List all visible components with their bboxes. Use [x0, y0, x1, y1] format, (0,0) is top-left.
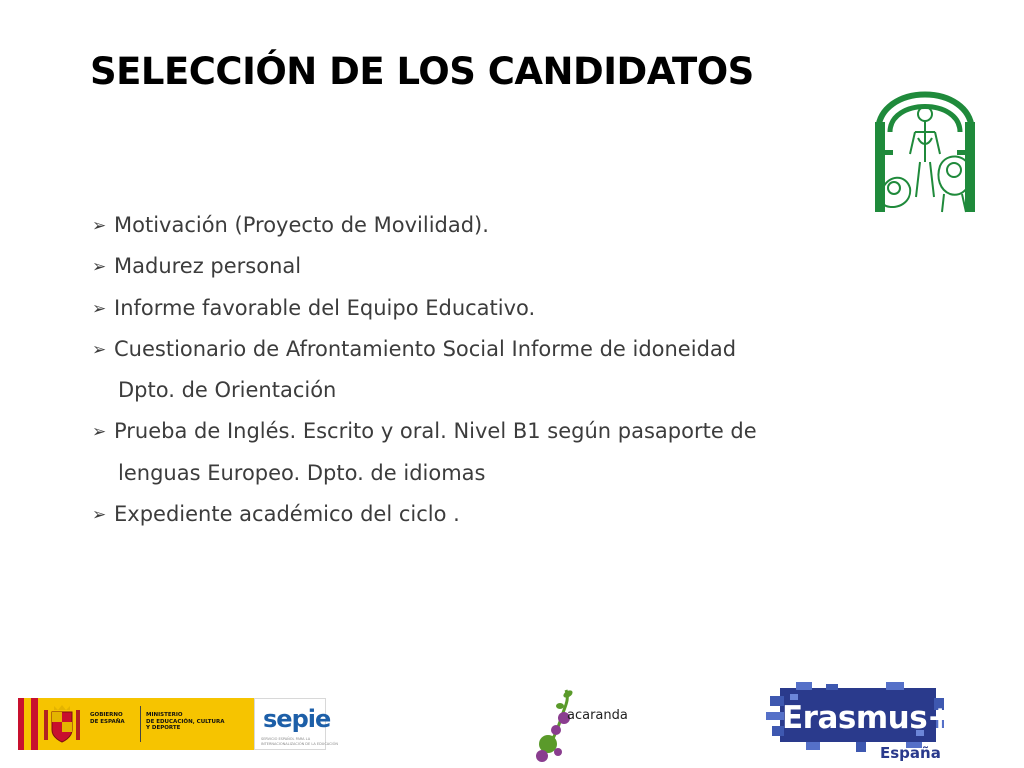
arrow-bullet-icon: ➢ [92, 505, 107, 526]
arrow-bullet-icon: ➢ [92, 257, 107, 278]
list-item: ➢ Expediente académico del ciclo . [92, 494, 852, 535]
jacaranda-label: acaranda [567, 708, 628, 723]
jacaranda-logo [528, 686, 648, 766]
erasmus-wordmark: Erasmus+ [782, 700, 953, 736]
list-item: ➢ Madurez personal [92, 246, 852, 287]
sepie-wordmark: sepie [263, 705, 331, 733]
arrow-bullet-icon: ➢ [92, 298, 107, 319]
spain-coat-of-arms-icon [42, 702, 82, 746]
andalucia-emblem-logo [870, 62, 980, 222]
divider [140, 706, 141, 742]
list-item: ➢ Informe favorable del Equipo Educativo. [92, 288, 852, 329]
arrow-bullet-icon: ➢ [92, 216, 107, 236]
arrow-bullet-icon: ➢ [92, 422, 107, 443]
list-item: ➢ Prueba de Inglés. Escrito y oral. Nivel B1 según pasaporte de [92, 411, 852, 452]
sepie-logo [254, 698, 338, 750]
gobierno-label: GOBIERNO DE ESPAÑA [90, 712, 125, 725]
gobierno-espana-sepie-logo [18, 698, 338, 750]
list-item-continuation: Dpto. de Orientación [118, 378, 337, 403]
list-item: ➢ Cuestionario de Afrontamiento Social Informe de idoneidad [92, 329, 852, 370]
criteria-list [92, 205, 852, 535]
sepie-subtitle: SERVICIO ESPAÑOL PARA LA INTERNACIONALIZACIÓN DE LA EDUCACIÓN [261, 737, 338, 746]
slide-title: SELECCIÓN DE LOS CANDIDATOS [90, 50, 754, 93]
erasmus-country-label: España [880, 744, 941, 762]
spain-flag-icon [18, 698, 38, 750]
list-item-continuation: lenguas Europeo. Dpto. de idiomas [118, 460, 486, 485]
list-item: ➢ Motivación (Proyecto de Movilidad). [92, 205, 852, 246]
ministerio-label: MINISTERIO DE EDUCACIÓN, CULTURA Y DEPORTE [146, 712, 225, 731]
arrow-bullet-icon: ➢ [92, 339, 107, 360]
